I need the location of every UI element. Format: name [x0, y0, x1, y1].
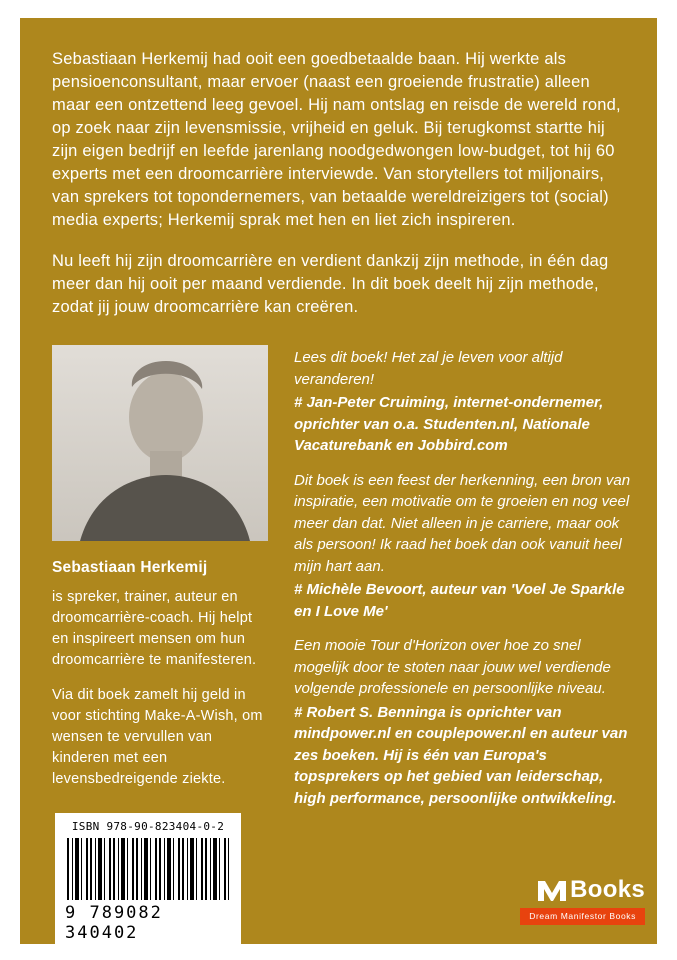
isbn-label: ISBN 978-90-823404-0-2	[71, 820, 225, 833]
author-name: Sebastiaan Herkemij	[52, 559, 208, 576]
testimonial-attribution: # Robert S. Benninga is oprichter van mindpower.nl en couplepower.nl en auteur van zes boeken. Hij is één van Europa's topsprekers op het gebied van leiderschap, high performance, persoonlijke ontwikkeling.	[294, 703, 628, 807]
columns	[52, 345, 633, 822]
dm-monogram-icon	[537, 879, 567, 901]
testimonial	[294, 470, 633, 623]
author-photo	[52, 345, 268, 541]
publisher-logo-row	[537, 876, 645, 904]
publisher-logo	[520, 876, 645, 925]
testimonials-column	[294, 345, 633, 822]
testimonial-quote: Lees dit boek! Het zal je leven voor altijd veranderen!	[294, 349, 563, 388]
cover-background	[20, 18, 657, 944]
publisher-logo-text: Books	[570, 876, 645, 903]
testimonial	[294, 347, 633, 457]
intro-paragraph: Sebastiaan Herkemij had ooit een goedbetaalde baan. Hij werkte als pensioenconsultant, maar ervoer (naast een groeiende frustratie) alleen maar een ontzettend leeg gevoel. Hij nam ontslag en reisde de wereld rond, op zoek naar zijn levensmissie, vrijheid en geluk. Bij terugkomst startte hij zijn eigen bedrijf en leefde jarenlang noodgedwongen low-budget, tot hij 60 experts met een droomcarrière interviewde. Van storytellers tot miljonairs, van sprekers tot topondernemers, van betaalde wereldreizigers tot (social) media experts; Herkemij sprak met hen en liet zich inspireren.	[52, 50, 621, 229]
author-bio: Via dit boek zamelt hij geld in voor stichting Make-A-Wish, om wensen te vervullen van kinderen met een levensbedreigende ziekte.	[52, 687, 263, 787]
testimonial-quote: Een mooie Tour d'Horizon over hoe zo snel mogelijk door te stoten naar jouw wel verdiende volgende professionele en persoonlijke niveau.	[294, 637, 611, 697]
author-column	[52, 345, 268, 822]
barcode	[55, 813, 241, 960]
author-portrait-graphic	[52, 345, 268, 541]
barcode-bars	[67, 838, 229, 900]
intro-paragraph: Nu leeft hij zijn droomcarrière en verdient dankzij zijn methode, in één dag meer dan hij ooit per maand verdiende. In dit boek deelt hij zijn methode, zodat jij jouw droomcarrière kan creëren.	[52, 252, 609, 316]
author-bio: is spreker, trainer, auteur en droomcarrière-coach. Hij helpt en inspireert mensen om hun droomcarrière te manifesteren.	[52, 589, 257, 668]
testimonial	[294, 635, 633, 809]
testimonial-quote: Dit boek is een feest der herkenning, een bron van inspiratie, een motivatie om te groeien en nog veel meer dan dat. Niet alleen in je carriere, maar ook als persoon! Ik raad het boek dan ook vanuit heel mijn hart aan.	[294, 471, 631, 575]
testimonial-attribution: # Jan-Peter Cruiming, internet-ondernemer, oprichter van o.a. Studenten.nl, Nationale Vacaturebank en Jobbird.com	[294, 394, 604, 454]
testimonial-attribution: # Michèle Bevoort, auteur van 'Voel Je Sparkle en I Love Me'	[294, 581, 625, 620]
barcode-digits: 9 789082 340402	[65, 903, 163, 943]
publisher-tagline: Dream Manifestor Books	[520, 908, 645, 925]
